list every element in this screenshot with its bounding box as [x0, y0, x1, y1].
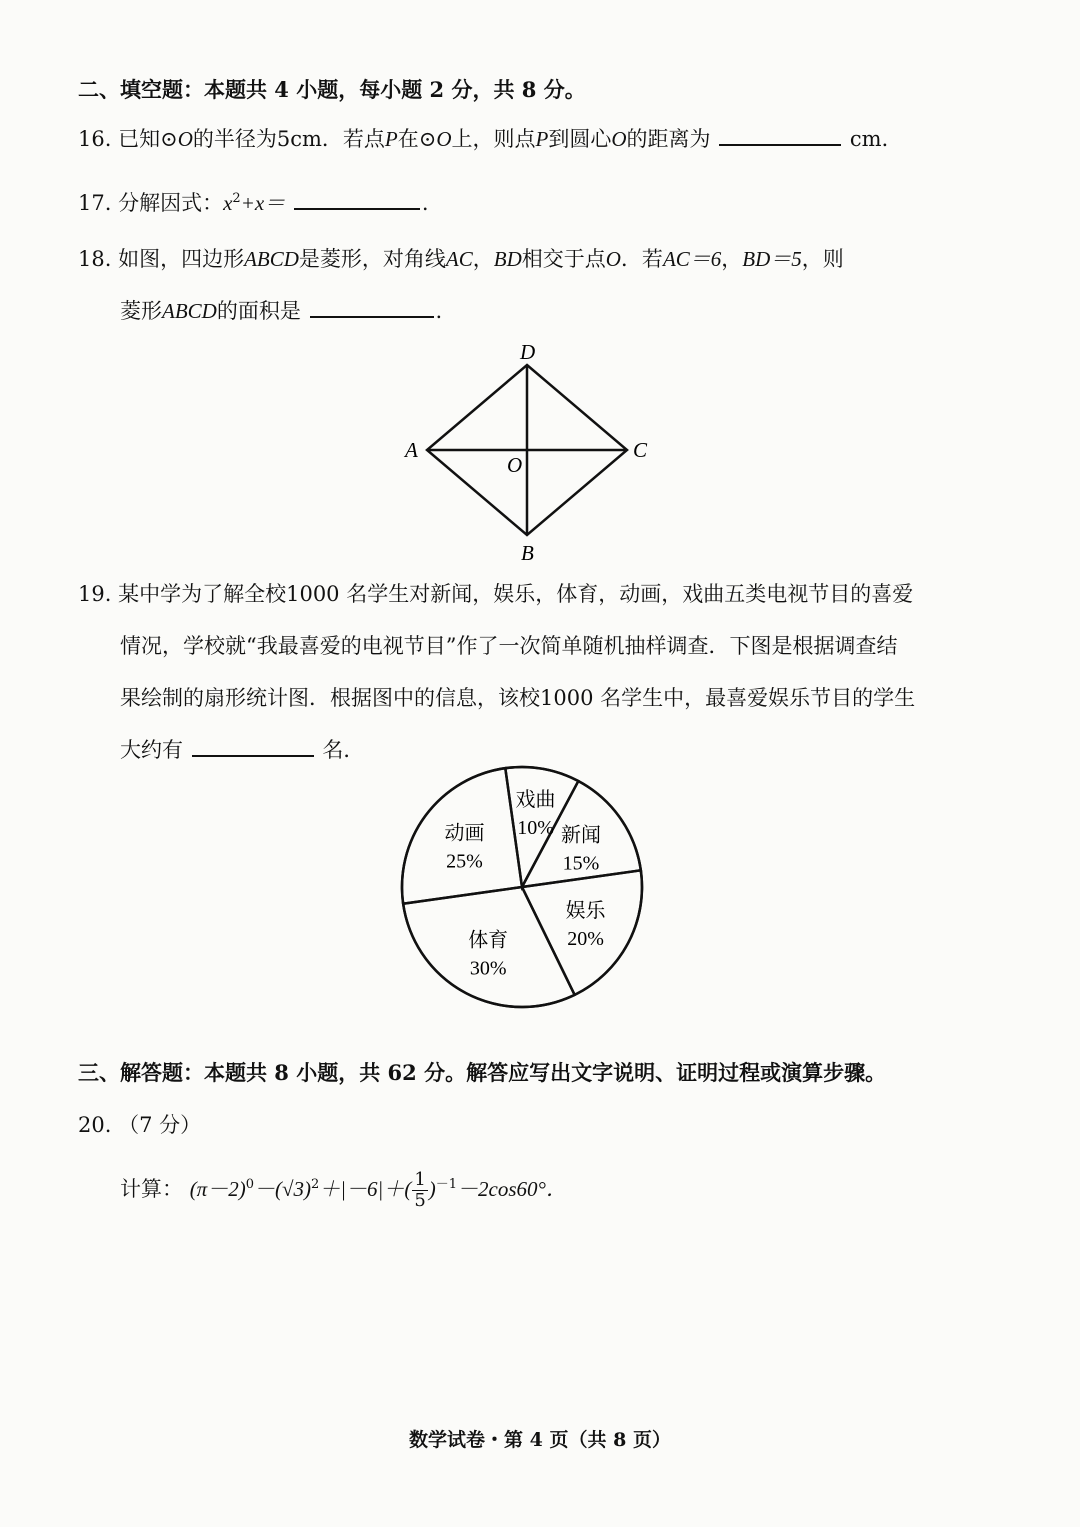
q17-exponent: 2: [232, 191, 241, 206]
pie-label-3: 体育: [468, 929, 509, 952]
q17-var-x: x: [223, 191, 233, 215]
q18-var: ABCD: [244, 247, 299, 271]
q20-exponent: 0: [245, 1177, 254, 1192]
pie-label-5: 戏曲: [515, 789, 556, 812]
vertex-label-c: C: [633, 438, 648, 462]
q20-term: ): [428, 1177, 436, 1201]
q19-number: 19.: [78, 582, 112, 606]
q18-text: ．若: [620, 247, 663, 271]
q19-text: 大约有: [120, 738, 183, 762]
q16-answer-blank[interactable]: [719, 126, 841, 146]
q16-unit: cm．: [849, 127, 903, 151]
q17-answer-blank[interactable]: [294, 190, 420, 210]
q18-var: AC: [445, 247, 473, 271]
question-19: [78, 579, 913, 609]
q19-text: 名．: [322, 738, 365, 762]
q16-var-p: P: [535, 127, 549, 151]
vertex-label-d: D: [520, 340, 536, 364]
pie-label-2: 娱乐: [565, 899, 606, 922]
q18-text: ，则: [801, 247, 844, 271]
q17-number: 17.: [78, 191, 112, 215]
q18-text: 如图，四边形: [118, 247, 245, 271]
q18-condition: AC＝6: [662, 247, 722, 271]
q20-label: 计算：: [120, 1177, 183, 1201]
q18-text: 是菱形，对角线: [298, 247, 446, 271]
page-footer: 数学试卷・第 4 页（共 8 页）: [409, 1429, 671, 1451]
q18-text: ，: [472, 247, 494, 271]
q20-exponent: 2: [311, 1177, 320, 1192]
center-label-o: O: [507, 453, 523, 477]
vertex-label-a: A: [405, 438, 418, 462]
q16-text: 到圆心: [548, 127, 612, 151]
q16-var-o: O: [436, 127, 452, 151]
q18-text: 的面积是: [216, 299, 301, 323]
q18-var: ABCD: [162, 299, 217, 323]
q17-period: .: [421, 191, 429, 215]
section-2-heading: 二、填空题：本题共 4 小题，每小题 2 分，共 8 分。: [78, 77, 586, 102]
question-20: [78, 1110, 201, 1140]
q20-term: －(√3): [253, 1177, 311, 1201]
pie-labels: [444, 788, 606, 979]
q20-fraction-numerator: 1: [414, 1169, 426, 1190]
q18-number: 18.: [78, 247, 112, 271]
question-18-line-2: [120, 296, 442, 326]
q16-text: 已知⊙: [118, 127, 178, 151]
q16-var-o: O: [611, 127, 627, 151]
q20-term: ＋|－6|＋(: [319, 1177, 412, 1201]
pie-pct-4: 25%: [446, 850, 483, 873]
q18-text: ，: [721, 247, 743, 271]
question-16: [78, 124, 903, 154]
q20-expression: [120, 1170, 567, 1211]
question-19-line-4: [120, 735, 364, 765]
q20-term: (π－2): [189, 1177, 246, 1201]
q17-expr: +x＝: [240, 191, 286, 215]
q20-number: 20.: [78, 1113, 112, 1137]
pie-pct-1: 15%: [562, 852, 600, 875]
q20-exponent: －1: [435, 1177, 458, 1192]
q20-fraction-denominator: 5: [414, 1190, 426, 1211]
q19-answer-blank[interactable]: [192, 737, 314, 757]
q19-text: 果绘制的扇形统计图．根据图中的信息，该校1000 名学生中，最喜爱娱乐节目的学生: [120, 686, 916, 710]
q16-text: 在⊙: [397, 127, 437, 151]
q19-text: 某中学为了解全校1000 名学生对新闻，娱乐，体育，动画，戏曲五类电视节目的喜爱: [118, 582, 914, 606]
q18-period: .: [435, 299, 443, 323]
pie-pct-3: 30%: [469, 957, 507, 980]
q20-term: －2cos60°．: [457, 1177, 567, 1201]
pie-chart: [395, 760, 655, 1020]
section-3-heading: 三、解答题：本题共 8 小题，共 62 分。解答应写出文字说明、证明过程或演算步骤。: [78, 1060, 887, 1085]
pie-pct-2: 20%: [567, 927, 604, 950]
q20-score: （7 分）: [118, 1113, 202, 1137]
q16-var-p: P: [384, 127, 398, 151]
q16-number: 16.: [78, 127, 112, 151]
q18-condition: BD＝5: [742, 247, 802, 271]
q17-text: 分解因式：: [118, 191, 224, 215]
pie-label-4: 动画: [444, 822, 485, 845]
q16-var-o: O: [177, 127, 193, 151]
q19-text: 情况，学校就“我最喜爱的电视节目”作了一次简单随机抽样调查．下图是根据调查结: [120, 634, 898, 658]
q16-text: 的距离为: [626, 127, 711, 151]
q18-answer-blank[interactable]: [310, 298, 434, 318]
q16-text: 上，则点: [451, 127, 536, 151]
q18-var: BD: [493, 247, 522, 271]
q18-var: O: [605, 247, 621, 271]
q18-text: 菱形: [120, 299, 162, 323]
rhombus-figure: [390, 335, 670, 570]
question-18: [78, 244, 844, 274]
pie-pct-5: 10%: [517, 817, 554, 840]
question-17: [78, 184, 429, 218]
q16-text: 的半径为5cm．若点: [192, 127, 385, 151]
pie-label-1: 新闻: [560, 824, 601, 847]
vertex-label-b: B: [521, 541, 534, 565]
q18-text: 相交于点: [521, 247, 606, 271]
q20-fraction: [412, 1170, 427, 1211]
